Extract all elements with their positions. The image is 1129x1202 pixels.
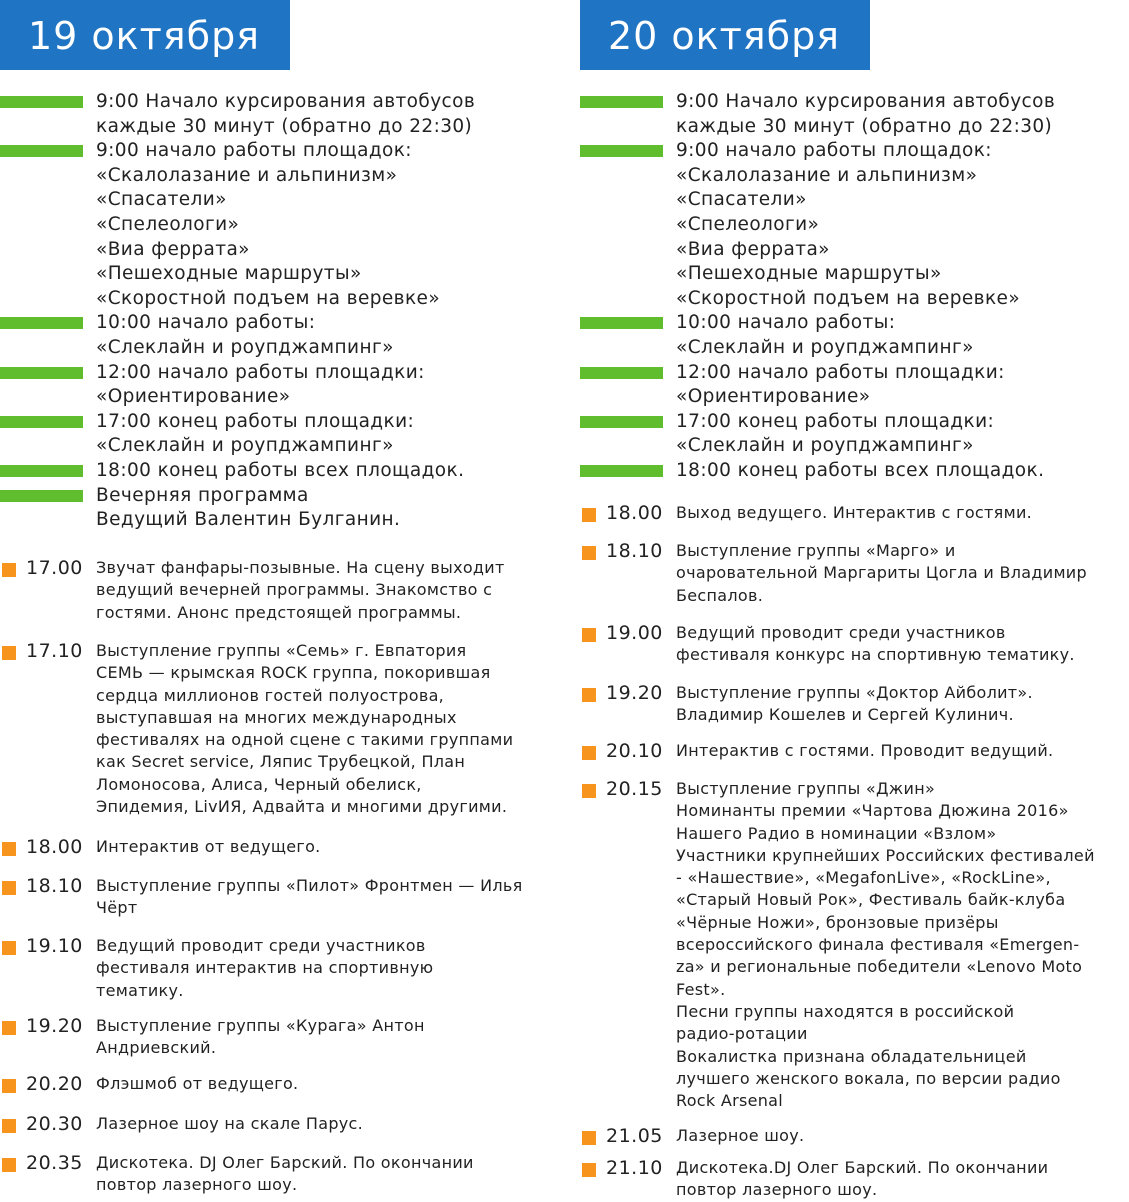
event-description-line: фестиваля конкурс на спортивную тематику. [676, 645, 1075, 665]
event-description-line: Fest». [676, 979, 726, 999]
event-description-line: Выход ведущего. Интерактив с гостями. [676, 503, 1033, 522]
schedule-line-text: «Слеклайн и роупджампинг» [96, 435, 394, 457]
event-description [676, 502, 1032, 524]
orange-square-marker [582, 746, 596, 760]
event-description [96, 935, 433, 1002]
schedule-line-text: 17:00 конец работы площадки: [676, 410, 995, 432]
event-time: 20.35 [26, 1152, 83, 1174]
event-description-line: лучшего женского вокала, по версии радио [676, 1068, 1061, 1088]
event-time: 18.10 [26, 875, 83, 897]
event-description-line: Ломоносова, Алиса, Черный обелиск, [96, 774, 422, 794]
schedule-line-text: каждые 30 минут (обратно до 22:30) [676, 115, 1053, 137]
green-bar-marker [0, 367, 83, 379]
schedule-line-text: «Скоростной подъем на веревке» [96, 287, 441, 309]
orange-square-marker [2, 842, 16, 856]
orange-square-marker [582, 784, 596, 798]
event-description [96, 1015, 425, 1060]
event-description-line: сердца миллионов гостей полуострова, [96, 685, 445, 705]
schedule-line-text: 12:00 начало работы площадки: [96, 361, 425, 383]
event-description [96, 836, 321, 858]
event-description-line: za» и региональные победители «Lenovo Moto [676, 957, 1083, 977]
schedule-line-text: «Слеклайн и роупджампинг» [676, 336, 974, 358]
event-description-line: Беспалов. [676, 585, 764, 605]
event-time: 19.20 [26, 1015, 83, 1037]
orange-square-marker [582, 1163, 596, 1177]
schedule-line-text: «Слеклайн и роупджампинг» [96, 336, 394, 358]
event-time: 19.00 [606, 622, 663, 644]
green-bar-marker [580, 145, 663, 157]
event-description [96, 875, 523, 920]
event-time: 20.15 [606, 778, 663, 800]
schedule-line-text: «Виа феррата» [676, 238, 830, 260]
event-description-line: как Secret service, Ляпис Трубецкой, План [96, 752, 466, 772]
schedule-line-text: 12:00 начало работы площадки: [676, 361, 1005, 383]
event-description [96, 1073, 298, 1095]
event-time: 17.10 [26, 640, 83, 662]
schedule-line-text: 18:00 конец работы всех площадок. [96, 459, 465, 481]
schedule-line-text: 9:00 Начало курсирования автобусов [676, 91, 1056, 112]
event-description-line: Номинанты премии «Чартова Дюжина 2016» [676, 801, 1069, 821]
event-description-line: Ведущий проводит среди участников [676, 623, 1006, 642]
day-header: 19 октября [0, 0, 290, 70]
orange-square-marker [582, 508, 596, 522]
event-description [96, 557, 505, 624]
schedule-line-text: «Ориентирование» [676, 386, 871, 408]
green-bar-marker [0, 145, 83, 157]
event-description-line: «Чёрные Ножи», бронзовые призёры [676, 912, 999, 932]
event-description-line: ведущий вечерней программы. Знакомство с [96, 580, 493, 600]
event-description-line: выступавшая на многих международных [96, 707, 457, 727]
orange-square-marker [2, 1079, 16, 1093]
event-time: 20.10 [606, 740, 663, 762]
event-description-line: Выступление группы «Пилот» Фронтмен — Илья [96, 876, 523, 895]
event-description-line: Дискотека.DJ Олег Барский. По окончании [676, 1158, 1049, 1177]
green-bar-marker [580, 416, 663, 428]
schedule-line-text: «Скоростной подъем на веревке» [676, 287, 1021, 309]
green-bar-marker [0, 317, 83, 329]
event-time: 21.05 [606, 1125, 663, 1147]
event-time: 18.10 [606, 540, 663, 562]
event-time: 18.00 [26, 836, 83, 858]
event-description-line: Чёрт [96, 898, 138, 918]
event-time: 20.30 [26, 1113, 83, 1135]
event-description-line: всероссийского финала фестиваля «Emergen- [676, 935, 1080, 955]
event-description-line: повтор лазерного шоу. [676, 1180, 878, 1200]
event-description [676, 682, 1033, 727]
schedule-line-text: Ведущий Валентин Булганин. [96, 509, 401, 531]
orange-square-marker [582, 1131, 596, 1145]
green-bar-marker [0, 465, 83, 477]
event-description-line: Выступление группы «Курага» Антон [96, 1016, 425, 1035]
event-description-line: Андриевский. [96, 1038, 217, 1058]
green-bar-marker [0, 416, 83, 428]
event-description [96, 1152, 474, 1197]
green-bar-marker [0, 490, 83, 502]
schedule-line-text: «Скалолазание и альпинизм» [96, 164, 398, 186]
event-description-line: - «Нашествие», «MegafonLive», «RockLine», [676, 868, 1051, 888]
orange-square-marker [2, 1158, 16, 1172]
event-description-line: Звучат фанфары-позывные. На сцену выходит [96, 558, 505, 577]
schedule-line-text: «Ориентирование» [96, 386, 291, 408]
schedule-line-text: 10:00 начало работы: [96, 312, 316, 334]
event-description-line: Песни группы находятся в российской [676, 1001, 1015, 1021]
green-bar-marker [580, 465, 663, 477]
event-description-line: Выступление группы «Джин» [676, 779, 936, 798]
event-description-line: Интерактив от ведущего. [96, 837, 321, 856]
event-description-line: «Старый Новый Рок», Фестиваль байк-клуба [676, 890, 1066, 910]
schedule-line-text: 9:00 Начало курсирования автобусов [96, 91, 476, 112]
event-description [676, 778, 1095, 1112]
schedule-line-text: «Пешеходные маршруты» [676, 263, 942, 285]
schedule-line-text: 17:00 конец работы площадки: [96, 410, 415, 432]
event-description-line: фестиваля интерактив на спортивную [96, 958, 434, 978]
orange-square-marker [2, 1119, 16, 1133]
event-time: 19.20 [606, 682, 663, 704]
schedule-line-text: Вечерняя программа [96, 484, 309, 506]
event-description-line: Выступление группы «Доктор Айболит». [676, 683, 1033, 702]
event-description-line: Лазерное шоу на скале Парус. [96, 1114, 364, 1133]
event-description-line: Дискотека. DJ Олег Барский. По окончании [96, 1153, 474, 1172]
green-bar-marker [580, 367, 663, 379]
orange-square-marker [2, 881, 16, 895]
schedule-line-text: 18:00 конец работы всех площадок. [676, 459, 1045, 481]
event-description-line: Нашего Радио в номинации «Взлом» [676, 823, 997, 843]
orange-square-marker [582, 688, 596, 702]
schedule-line-text: «Слеклайн и роупджампинг» [676, 435, 974, 457]
schedule-line-text: 10:00 начало работы: [676, 312, 896, 334]
orange-square-marker [582, 546, 596, 560]
event-description [676, 622, 1075, 667]
green-bar-marker [0, 96, 83, 108]
orange-square-marker [2, 941, 16, 955]
event-description-line: СЕМЬ — крымская ROCK группа, покорившая [96, 663, 491, 683]
orange-square-marker [2, 1021, 16, 1035]
event-description-line: Участники крупнейших Российских фестивалей [676, 845, 1095, 865]
event-description-line: тематику. [96, 980, 184, 1000]
event-time: 21.10 [606, 1157, 663, 1179]
orange-square-marker [582, 628, 596, 642]
event-description-line: Интерактив с гостями. Проводит ведущий. [676, 741, 1054, 760]
event-description-line: Владимир Кошелев и Сергей Кулинич. [676, 705, 1014, 725]
schedule-line-text: «Спасатели» [676, 189, 807, 211]
event-time: 18.00 [606, 502, 663, 524]
event-description-line: Вокалистка признана обладательницей [676, 1046, 1027, 1066]
event-description-line: Лазерное шоу. [676, 1126, 805, 1145]
schedule-line-text: «Спелеологи» [96, 213, 240, 235]
event-description [676, 540, 1087, 607]
event-description [676, 1157, 1048, 1202]
green-bar-marker [580, 96, 663, 108]
event-time: 17.00 [26, 557, 83, 579]
orange-square-marker [2, 563, 16, 577]
event-description-line: Флэшмоб от ведущего. [96, 1074, 299, 1093]
schedule-line-text: «Спелеологи» [676, 213, 820, 235]
event-description-line: Выступление группы «Семь» г. Евпатория [96, 641, 467, 660]
event-description-line: очаровательной Маргариты Цогла и Владимир [676, 563, 1087, 583]
schedule-line-text: 9:00 начало работы площадок: [676, 140, 992, 162]
schedule-line-text: «Пешеходные маршруты» [96, 263, 362, 285]
orange-square-marker [2, 646, 16, 660]
event-description-line: Эпидемия, LivИЯ, Адвайта и многими другими. [96, 797, 508, 817]
event-description-line: повтор лазерного шоу. [96, 1175, 298, 1195]
day-header: 20 октября [580, 0, 870, 70]
event-description-line: Rock Arsenal [676, 1091, 784, 1111]
green-bar-marker [580, 317, 663, 329]
event-time: 20.20 [26, 1073, 83, 1095]
schedule-line-text: «Виа феррата» [96, 238, 250, 260]
event-description-line: радио-ротации [676, 1024, 808, 1044]
schedule-line-text: 9:00 начало работы площадок: [96, 140, 412, 162]
event-description [676, 1125, 804, 1147]
event-description [96, 640, 513, 818]
schedule-line-text: каждые 30 минут (обратно до 22:30) [96, 115, 473, 137]
schedule-line-text: «Скалолазание и альпинизм» [676, 164, 978, 186]
event-description-line: Выступление группы «Марго» и [676, 541, 956, 560]
event-description [96, 1113, 363, 1135]
event-description-line: фестивалях на одной сцене с такими группами [96, 730, 514, 750]
event-description [676, 740, 1053, 762]
event-description-line: Ведущий проводит среди участников [96, 936, 426, 955]
event-description-line: гостями. Анонс предстоящей программы. [96, 602, 462, 622]
schedule-line-text: «Спасатели» [96, 189, 227, 211]
event-time: 19.10 [26, 935, 83, 957]
